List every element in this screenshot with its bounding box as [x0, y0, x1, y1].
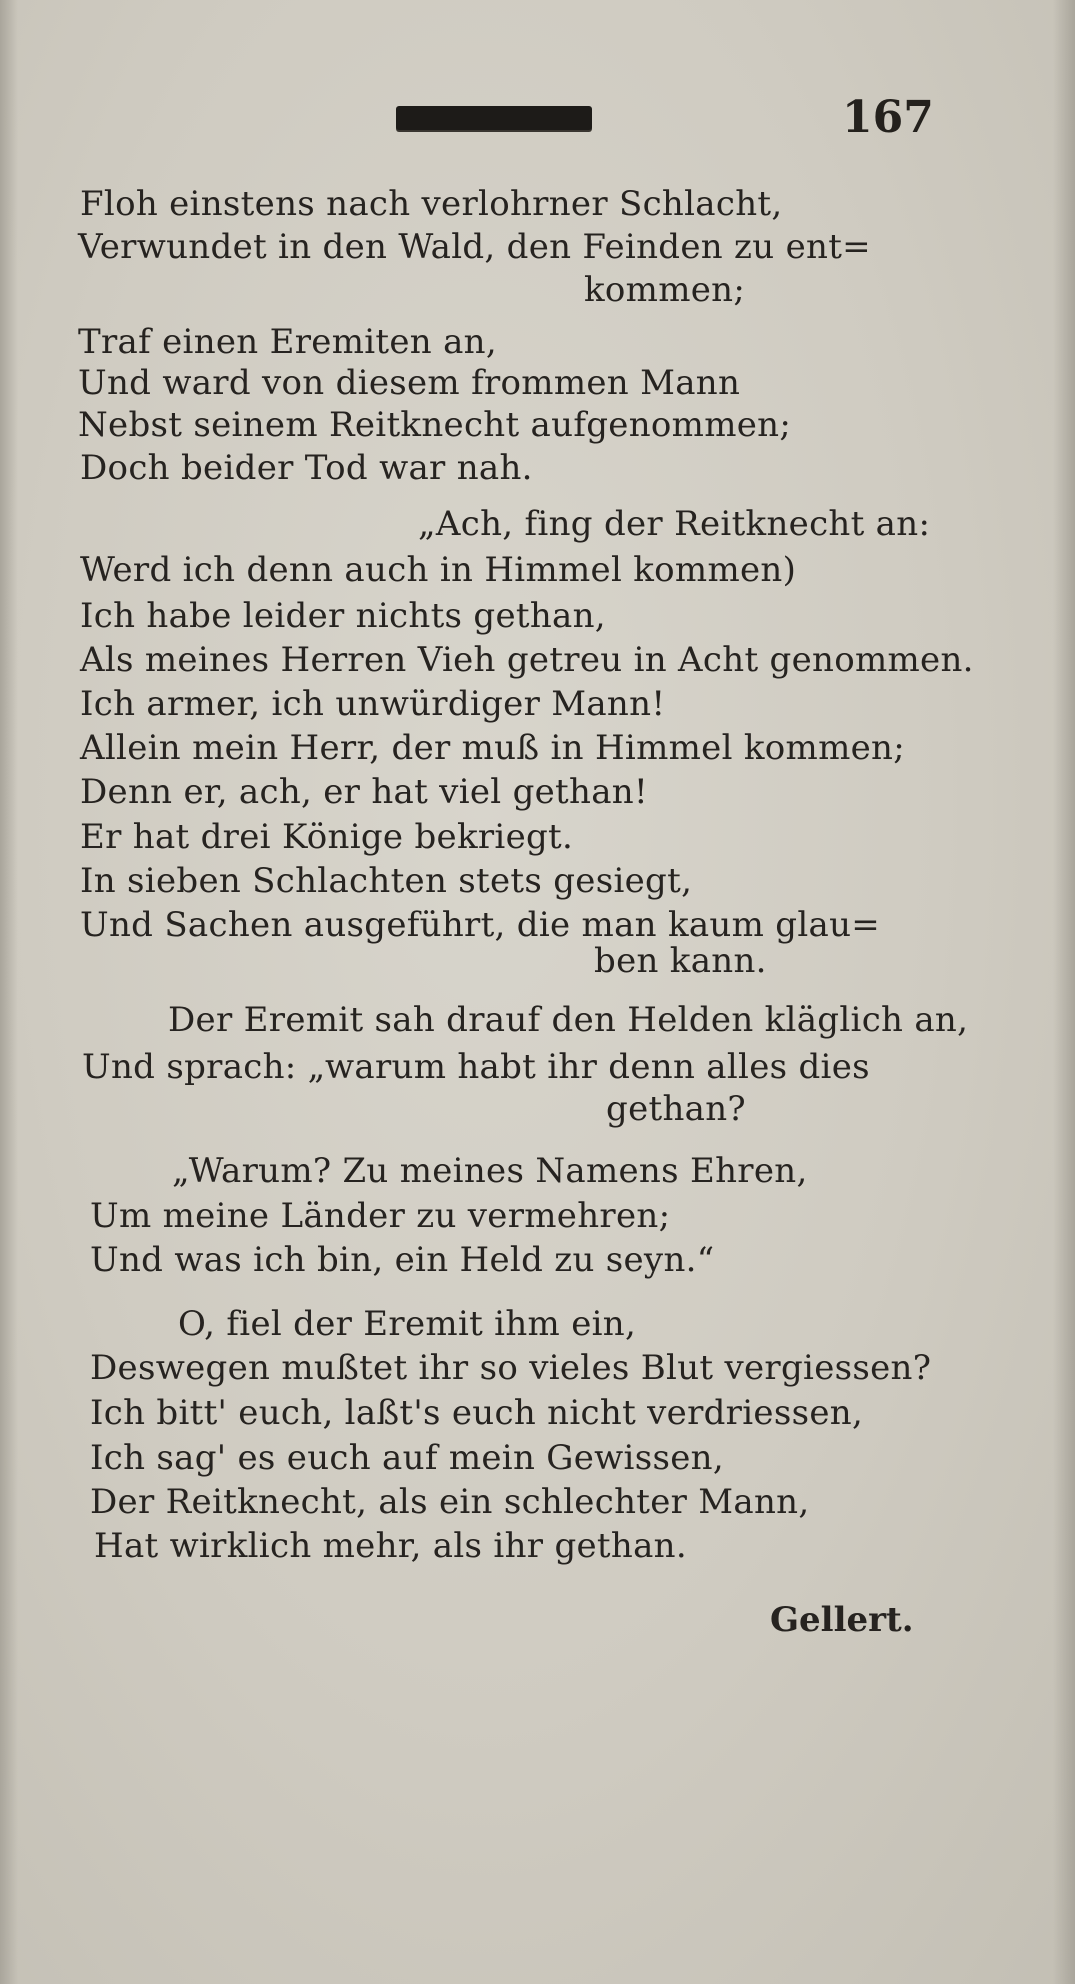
- poem-line: Der Eremit sah drauf den Helden kläglich an,: [168, 1000, 969, 1040]
- page-number: 167: [842, 92, 934, 143]
- poem-line: Und sprach: „warum habt ihr denn alles dies: [82, 1047, 870, 1087]
- poem-line: O, fiel der Eremit ihm ein,: [178, 1304, 637, 1344]
- poem-line: Hat wirklich mehr, als ihr gethan.: [94, 1526, 687, 1566]
- poem-line: Nebst seinem Reitknecht aufgenommen;: [78, 405, 792, 445]
- poem-line: In sieben Schlachten stets gesiegt,: [80, 861, 693, 901]
- poem-line: „Warum? Zu meines Namens Ehren,: [172, 1151, 808, 1191]
- poem-line: Ich sag' es euch auf mein Gewissen,: [90, 1438, 724, 1478]
- poem-line: Denn er, ach, er hat viel gethan!: [80, 772, 648, 812]
- header-rule: [396, 106, 592, 130]
- poem-line: Werd ich denn auch in Himmel kommen): [80, 550, 797, 590]
- poem-line: kommen;: [584, 270, 746, 310]
- poem-line: Ich armer, ich unwürdiger Mann!: [80, 684, 666, 724]
- poem-line: Allein mein Herr, der muß in Himmel kommen;: [80, 728, 906, 768]
- poem-line: ben kann.: [594, 941, 767, 981]
- poem-line: Deswegen mußtet ihr so vieles Blut vergiessen?: [90, 1348, 932, 1388]
- poem-line: Ich bitt' euch, laßt's euch nicht verdriessen,: [90, 1393, 864, 1433]
- poem-line: „Ach, fing der Reitknecht an:: [418, 504, 931, 544]
- poem-line: gethan?: [606, 1089, 746, 1129]
- poem-line: Als meines Herren Vieh getreu in Acht genommen.: [80, 640, 974, 680]
- poem-line: Und Sachen ausgeführt, die man kaum glau=: [80, 905, 881, 945]
- poem-line: Traf einen Eremiten an,: [78, 322, 497, 362]
- poem-line: Verwundet in den Wald, den Feinden zu ent=: [78, 227, 871, 267]
- poem-line: Ich habe leider nichts gethan,: [80, 596, 606, 636]
- poem-line: Er hat drei Könige bekriegt.: [80, 817, 574, 857]
- poem-line: Der Reitknecht, als ein schlechter Mann,: [90, 1482, 810, 1522]
- poem-line: Und ward von diesem frommen Mann: [78, 363, 741, 403]
- poem-line: Um meine Länder zu vermehren;: [90, 1196, 671, 1236]
- poem-line: Und was ich bin, ein Held zu seyn.“: [90, 1240, 715, 1280]
- poem-line: Floh einstens nach verlohrner Schlacht,: [80, 184, 783, 224]
- poem-line: Doch beider Tod war nah.: [80, 448, 533, 488]
- author-signature: Gellert.: [770, 1600, 914, 1640]
